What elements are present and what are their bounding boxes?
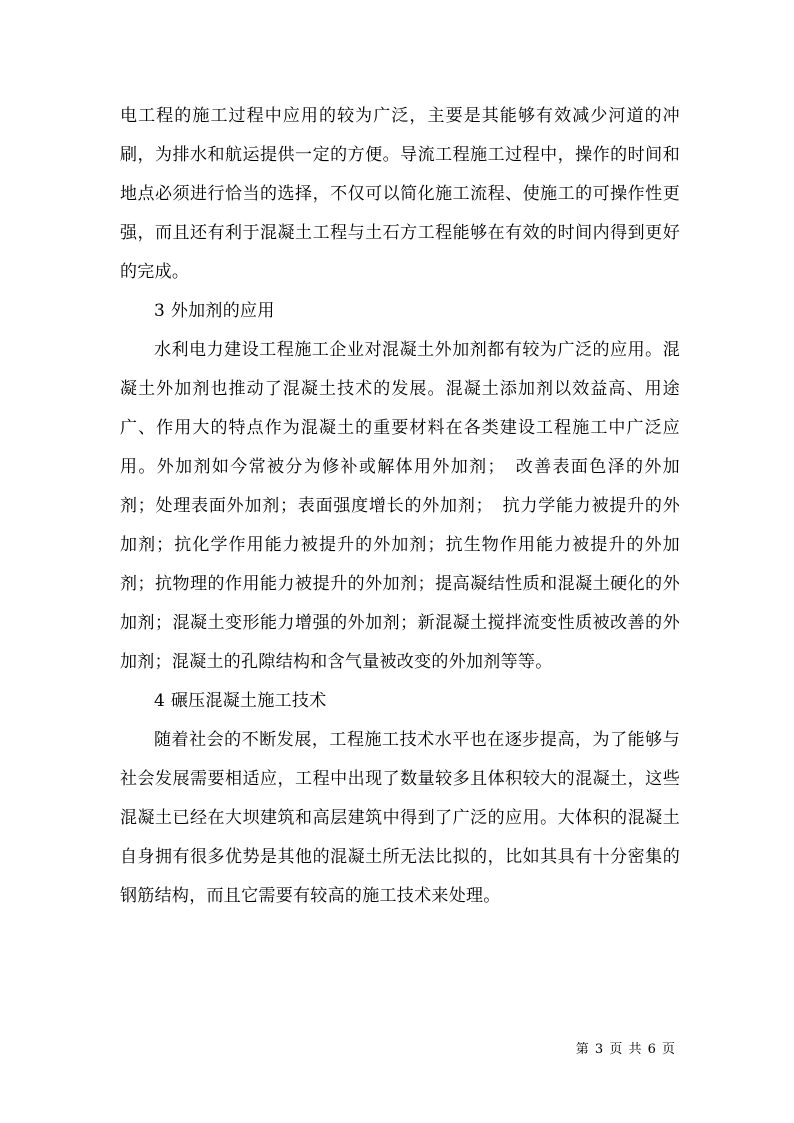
paragraph-continuation: 电工程的施工过程中应用的较为广泛，主要是其能够有效减少河道的冲刷，为排水和航运提供一定的方便。导流工程施工过程中，操作的时间和地点必须进行恰当的选择，不仅可以简化施工流程、使施工的可操作性更强，而且还有利于混凝土工程与土石方工程能够在有效的时间内得到更好的完成。	[120, 106, 680, 282]
section-heading-rcc: 4 碾压混凝土施工技术	[154, 691, 327, 711]
section-heading-additives: 3 外加剂的应用	[154, 301, 275, 321]
paragraph-additives: 水利电力建设工程施工企业对混凝土外加剂都有较为广泛的应用。混凝土外加剂也推动了混凝土技术的发展。混凝土添加剂以效益高、用途广、作用大的特点作为混凝土的重要材料在各类建设工程施工中广泛应用。外加剂如今常被分为修补或解体用外加剂； 改善表面色泽的外加剂；处理表面外加剂；表面强度增长的外加剂； 抗力学能力被提升的外加剂；抗化学作用能力被提升的外加剂；抗生物作用能力被提升的外加剂；抗物理的作用能力被提升的外加剂；提高凝结性质和混凝土硬化的外加剂；混凝土变形能力增强的外加剂；新混凝土搅拌流变性质被改善的外加剂；混凝土的孔隙结构和含气量被改变的外加剂等等。	[120, 340, 680, 672]
page-number-footer: 第 3 页 共 6 页	[575, 1042, 676, 1057]
document-body	[120, 97, 680, 916]
paragraph-rcc: 随着社会的不断发展，工程施工技术水平也在逐步提高，为了能够与社会发展需要相适应，工程中出现了数量较多且体积较大的混凝土，这些混凝土已经在大坝建筑和高层建筑中得到了广泛的应用。大体积的混凝土自身拥有很多优势是其他的混凝土所无法比拟的，比如其具有十分密集的钢筋结构，而且它需要有较高的施工技术来处理。	[120, 730, 680, 906]
